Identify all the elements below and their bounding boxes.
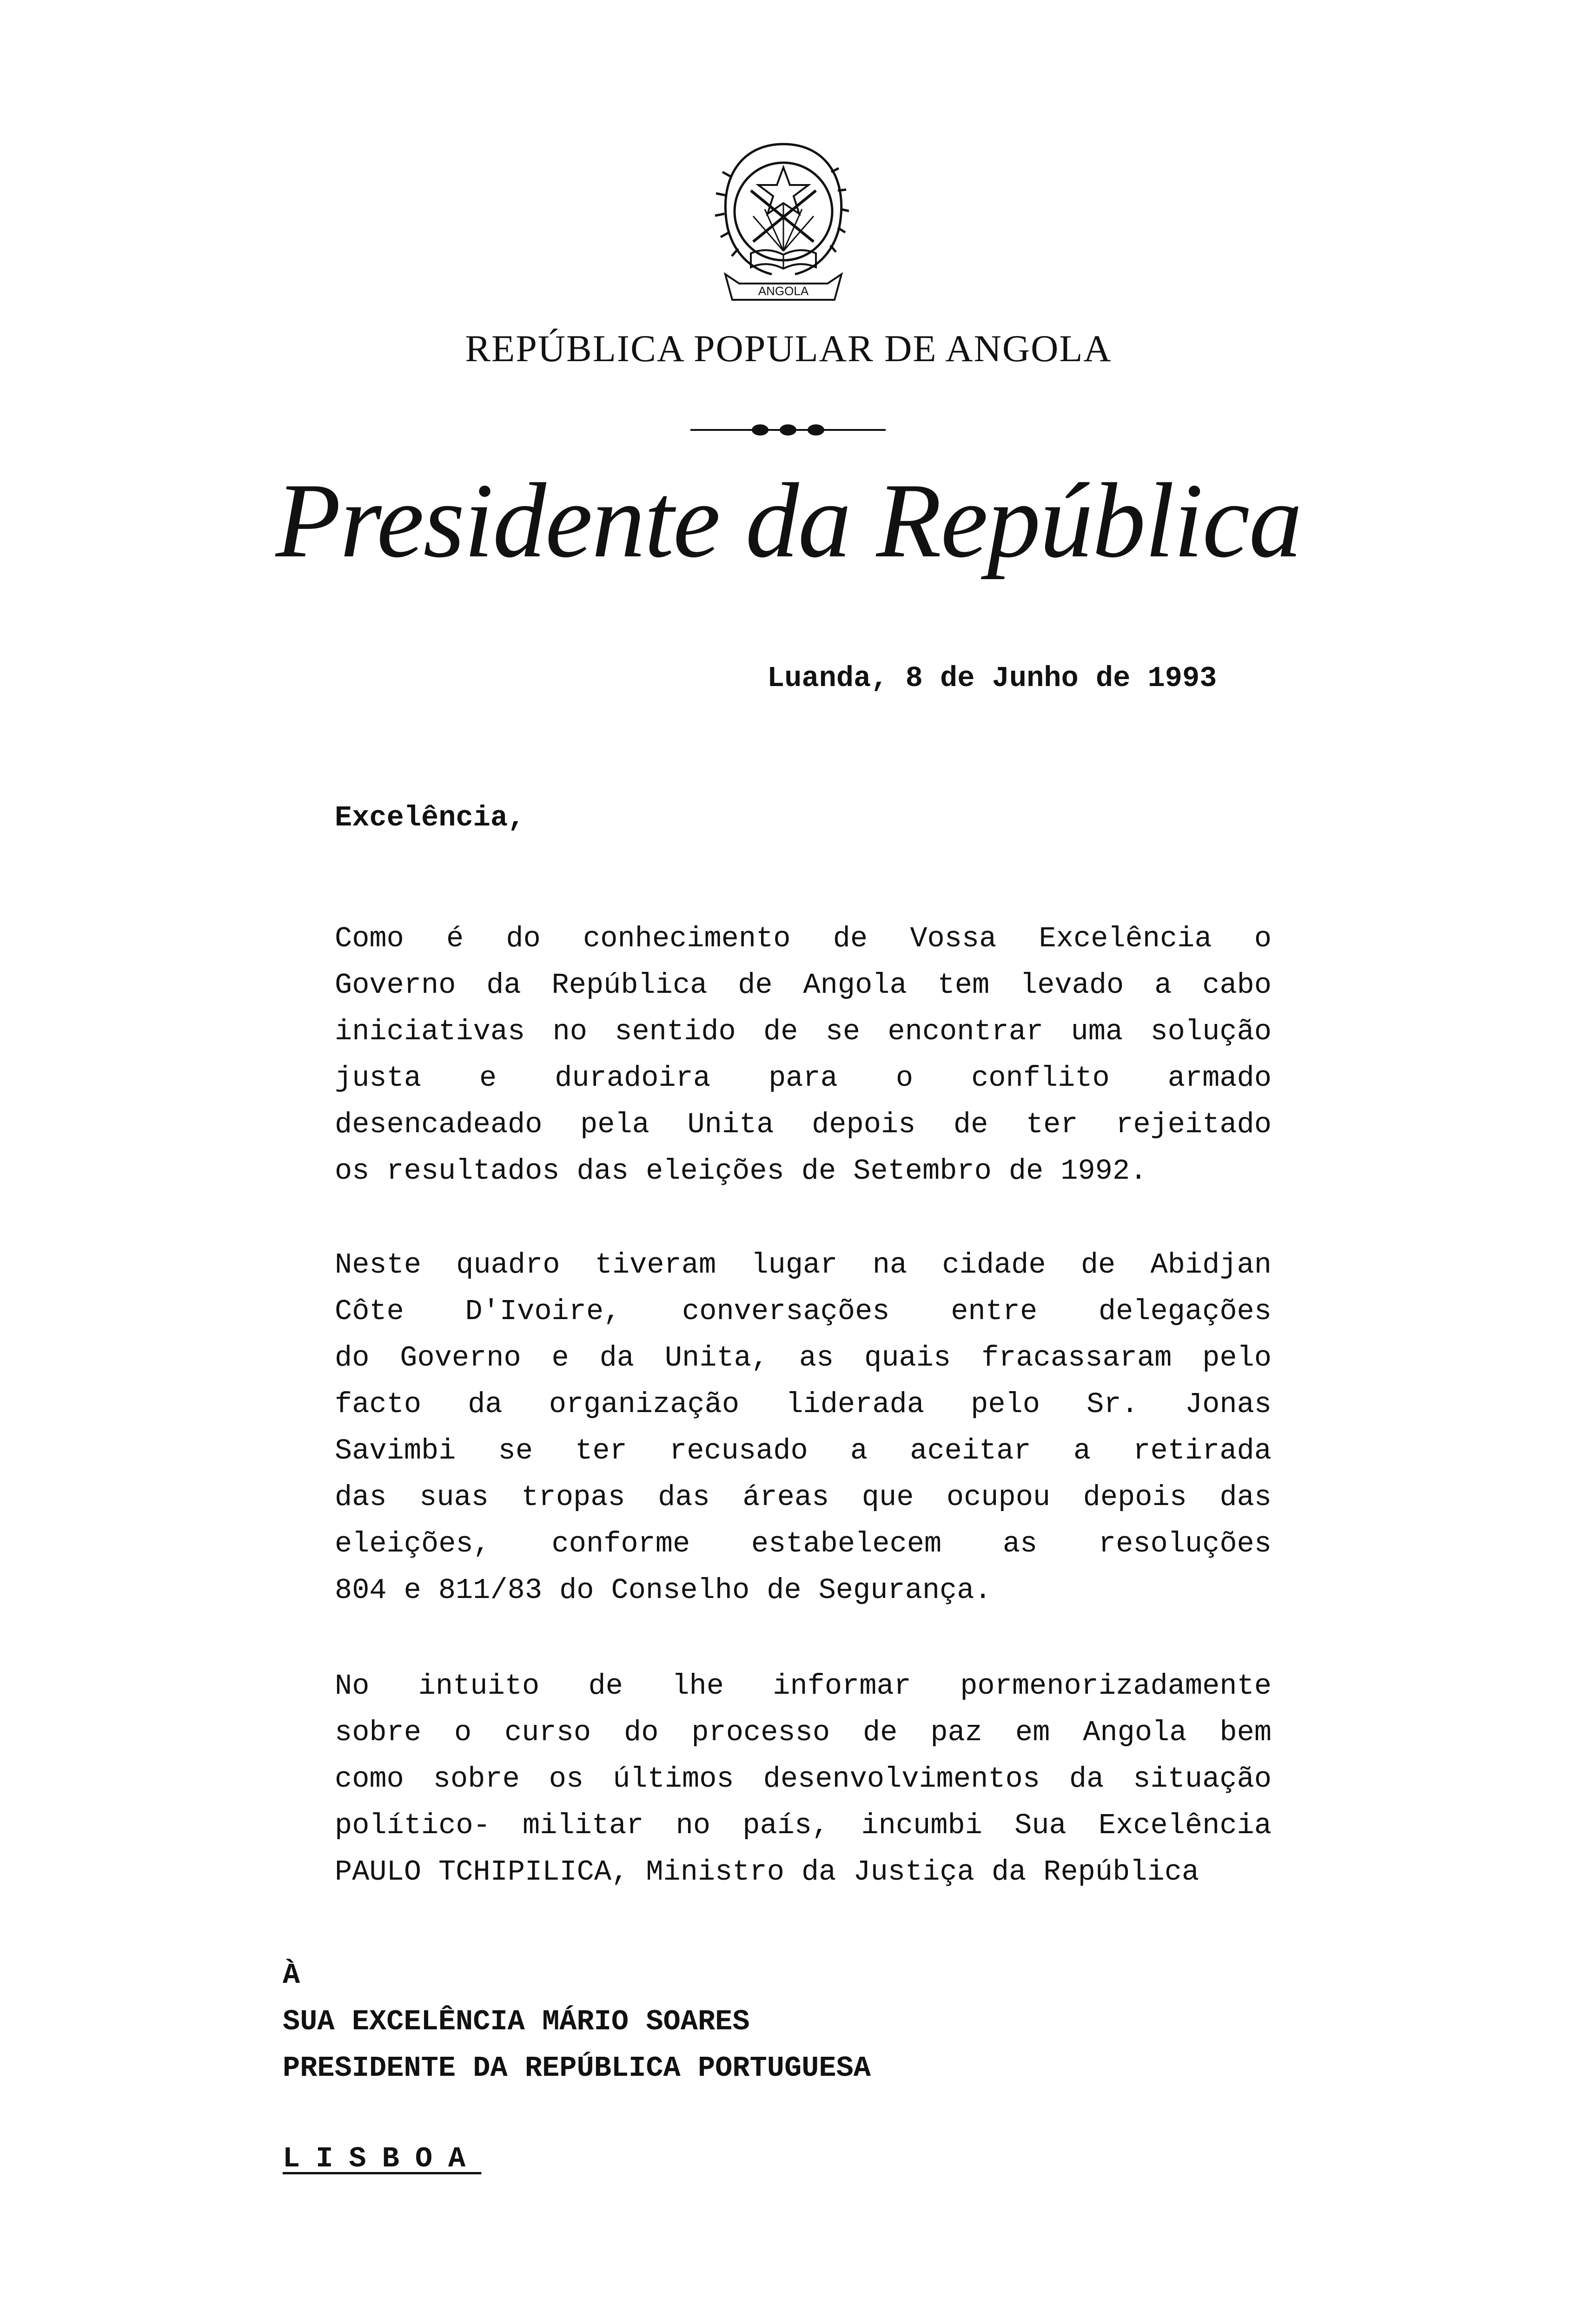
paragraph-line: facto da organização liderada pelo Sr. Jonas: [335, 1388, 1272, 1421]
angola-coat-of-arms-icon: [707, 135, 860, 311]
paragraph-line: Governo da República de Angola tem levado a cabo: [335, 969, 1272, 1002]
paragraph-line: 804 e 811/83 do Conselho de Segurança.: [335, 1574, 992, 1607]
paragraph-line: das suas tropas das áreas que ocupou depois das: [335, 1481, 1272, 1514]
addressee-name: SUA EXCELÊNCIA MÁRIO SOARES: [283, 2005, 750, 2038]
paragraph-line: Savimbi se ter recusado a aceitar a retirada: [335, 1434, 1272, 1467]
paragraph-line: Neste quadro tiveram lugar na cidade de Abidjan: [335, 1248, 1272, 1281]
paragraph-line: iniciativas no sentido de se encontrar uma solução: [335, 1015, 1272, 1048]
paragraph-line: os resultados das eleições de Setembro de 1992.: [335, 1155, 1147, 1188]
addressee-prefix: À: [283, 1959, 300, 1992]
paragraph-line: eleições, conforme estabelecem as resoluções: [335, 1527, 1272, 1560]
office-title: Presidente da República: [275, 461, 1302, 580]
country-heading: REPÚBLICA POPULAR DE ANGOLA: [465, 327, 1112, 370]
paragraph-line: Como é do conhecimento de Vossa Excelência o: [335, 922, 1272, 955]
paragraph-3: [335, 1663, 1272, 1895]
paragraph-line: como sobre os últimos desenvolvimentos da situação: [335, 1763, 1272, 1796]
addressee-title: PRESIDENTE DA REPÚBLICA PORTUGUESA: [283, 2052, 871, 2085]
paragraph-line: do Governo e da Unita, as quais fracassaram pelo: [335, 1341, 1272, 1374]
paragraph-line: PAULO TCHIPILICA, Ministro da Justiça da República: [335, 1855, 1199, 1888]
salutation: Excelência,: [335, 801, 525, 834]
paragraph-2: [335, 1242, 1272, 1614]
paragraph-line: No intuito de lhe informar pormenorizadamente: [335, 1670, 1272, 1703]
paragraph-line: Côte D'Ivoire, conversações entre delegações: [335, 1295, 1272, 1328]
emblem-ribbon-text: ANGOLA: [758, 284, 809, 298]
paragraph-line: justa e duradoira para o conflito armado: [335, 1062, 1272, 1095]
letter-date: Luanda, 8 de Junho de 1993: [767, 662, 1217, 695]
paragraph-line: desencadeado pela Unita depois de ter rejeitado: [335, 1108, 1272, 1141]
addressee-city: LISBOA: [283, 2142, 482, 2175]
ornament-divider: [690, 421, 886, 439]
paragraph-1: [335, 916, 1272, 1195]
paragraph-line: sobre o curso do processo de paz em Angola bem: [335, 1716, 1272, 1749]
paragraph-line: político- militar no país, incumbi Sua Excelência: [335, 1809, 1272, 1842]
